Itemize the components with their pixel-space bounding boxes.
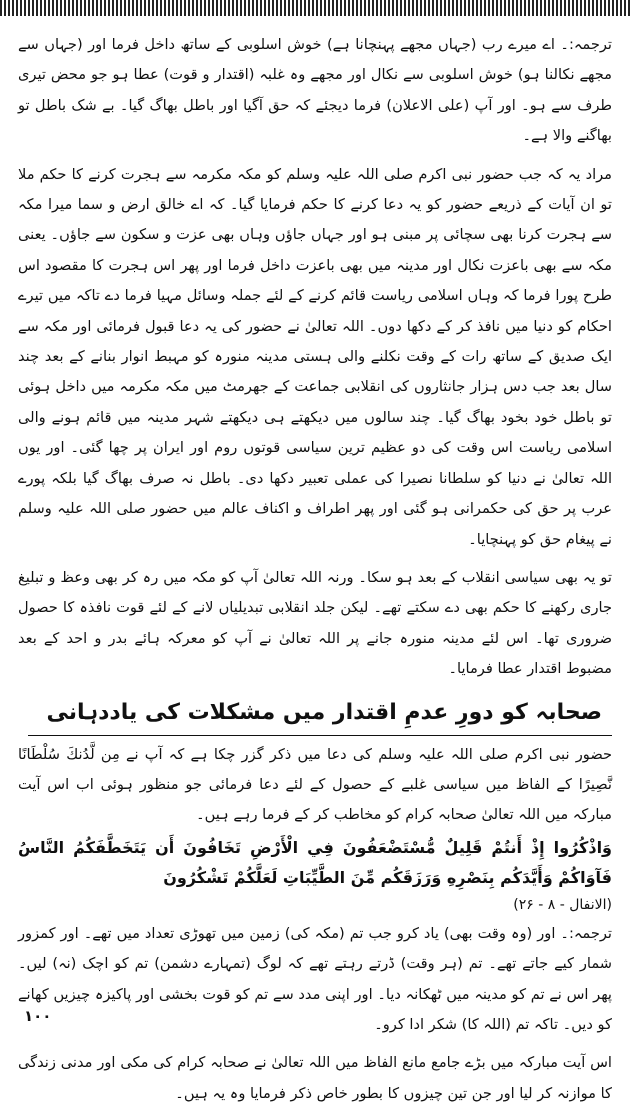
spacer xyxy=(18,555,612,563)
explanation-paragraph: مراد یہ کہ جب حضور نبی اکرم صلی اللہ علیہ وسلم کو مکہ مکرمہ سے ہجرت کرنے کا حکم ملا تو ان آیات کے ذریعے حضور کو یہ دعا کرنے کا حکم فرمایا گیا۔ کہ اے خالق ارض و سما میرا مکہ سے ہجرت کرنا بھی سچائی پر مبنی ہو اور جہاں جاؤں وہاں بھی عزت و سکون سے جاؤں۔ یعنی مکہ سے بھی باعزت نکال اور مدینہ میں بھی باعزت داخل فرما اور پھر اس ہجرت کا مقصود اس طرح پورا فرما کہ وہاں اسلامی ریاست قائم کرنے کے لئے جملہ وسائل مہیا فرما دے تاکہ میں تیرے احکام کو دنیا میں نافذ کر کے دکھا دوں۔ اللہ تعالیٰ نے حضور کی یہ دعا قبول فرمائی اور مکہ سے ایک صدیق کے ساتھ رات کے وقت نکلنے والی ہستی مدینہ منورہ کو مہبط انوار بنانے کے بعد چند سال بعد جب دس ہزار جانثاروں کی انقلابی جماعت کے جھرمٹ میں مکہ مکرمہ میں داخل ہوئی تو باطل خود بخود بھاگ گیا۔ چند سالوں میں دیکھتے ہی دیکھتے شہر مدینہ میں قائم ہونے والی اسلامی ریاست اس وقت کی دو عظیم ترین سیاسی قوتوں روم اور ایران پر چھا گئی۔ اور یوں اللہ تعالیٰ نے دنیا کو سلطانا نصیرا کی عملی تعبیر دکھا دی۔ باطل نہ صرف بھاگ گیا بلکہ پورے عرب پر حق کی حکمرانی ہو گئی اور پھر اطراف و اکناف عالم میں حضور صلی اللہ علیہ وسلم نے پیغام حق کو پہنچایا۔ xyxy=(18,165,612,548)
page-body xyxy=(18,30,612,1109)
translation-paragraph: ترجمہ:۔ اے میرے رب (جہاں مجھے پہنچانا ہے) خوش اسلوبی کے ساتھ داخل فرما اور (جہاں سے مجھے نکالنا ہو) خوش اسلوبی سے نکال اور مجھے وہ غلبہ (اقتدار و قوت) عطا ہو جو محض تیری طرف سے ہو۔ اور آپ (علی الاعلان) فرما دیجئے کہ حق آگیا اور باطل بھاگ گیا۔ بے شک باطل تو بھاگنے والا ہے۔ xyxy=(18,36,612,145)
page-number: ۱۰۰ xyxy=(24,1007,52,1025)
spacer xyxy=(18,1040,612,1048)
verse-translation-paragraph: ترجمہ:۔ اور (وہ وقت بھی) یاد کرو جب تم (مکہ کی) زمین میں تھوڑی تعداد میں تھے۔ اور کمزور شمار کیے جاتے تھے۔ تم (ہر وقت) ڈرتے رہتے تھے کہ لوگ (تمہارے دشمن) تم کو اچک (نہ) لیں۔ پھر اس نے تم کو مدینہ میں ٹھکانہ دیا۔ اور اپنی مدد سے تم کو قوت بخشی اور پاکیزہ چیزیں کھانے کو دیں۔ تاکہ تم (اللہ کا) شکر ادا کرو۔ xyxy=(18,924,612,1033)
verse-reference: (الانفال - ۸ - ۲۶) xyxy=(513,896,612,913)
quran-verse: وَاذْكُرُوا إِذْ أَنتُمْ قَلِيلٌ مُّسْتَضْعَفُونَ فِي الْأَرْضِ تَخَافُونَ أَن يَتَخَطَّفَكُمُ النَّاسُ فَآوَاكُمْ وَأَيَّدَكُم بِنَصْرِهِ وَرَزَقَكُم مِّنَ الطَّيِّبَاتِ لَعَلَّكُمْ تَشْكُرُونَ xyxy=(18,837,612,887)
spacer xyxy=(18,152,612,160)
top-border xyxy=(0,0,630,16)
revolution-paragraph: تو یہ بھی سیاسی انقلاب کے بعد ہو سکا۔ ورنہ اللہ تعالیٰ آپ کو مکہ میں رہ کر بھی وعظ و تبلیغ جاری رکھنے کا حکم بھی دے سکتے تھے۔ لیکن جلد انقلابی تبدیلیاں لانے کے لئے قوت نافذہ کا حصول ضروری تھا۔ اس لئے مدینہ منورہ جانے پر اللہ تعالیٰ نے آپ کو معرکہ ہائے بدر و احد کے بعد مضبوط اقتدار عطا فرمایا۔ xyxy=(18,568,612,678)
section-heading: صحابہ کو دورِ عدمِ اقتدار میں مشکلات کی یاددہانی xyxy=(28,691,612,736)
comparison-paragraph: اس آیت مبارکہ میں بڑے جامع مانع الفاظ میں اللہ تعالیٰ نے صحابہ کرام کی مکی اور مدنی زندگی کا موازنہ کر لیا اور جن تین چیزوں کا بطور خاص ذکر فرمایا وہ یہ ہیں۔ xyxy=(18,1054,612,1102)
section-heading-wrap xyxy=(18,691,612,736)
dua-paragraph: حضور نبی اکرم صلی اللہ علیہ وسلم کی دعا میں ذکر گزر چکا ہے کہ آپ نے مِن لَّدُنكَ سُلْطَانًا نَّصِيرًا کے الفاظ میں سیاسی غلبے کے حصول کے لئے دعا فرمائی جو منظور ہوئی اب اس آیت مبارکہ میں اللہ تعالیٰ صحابہ کرام کو مخاطب کر کے فرما رہے ہیں۔ xyxy=(18,745,612,824)
